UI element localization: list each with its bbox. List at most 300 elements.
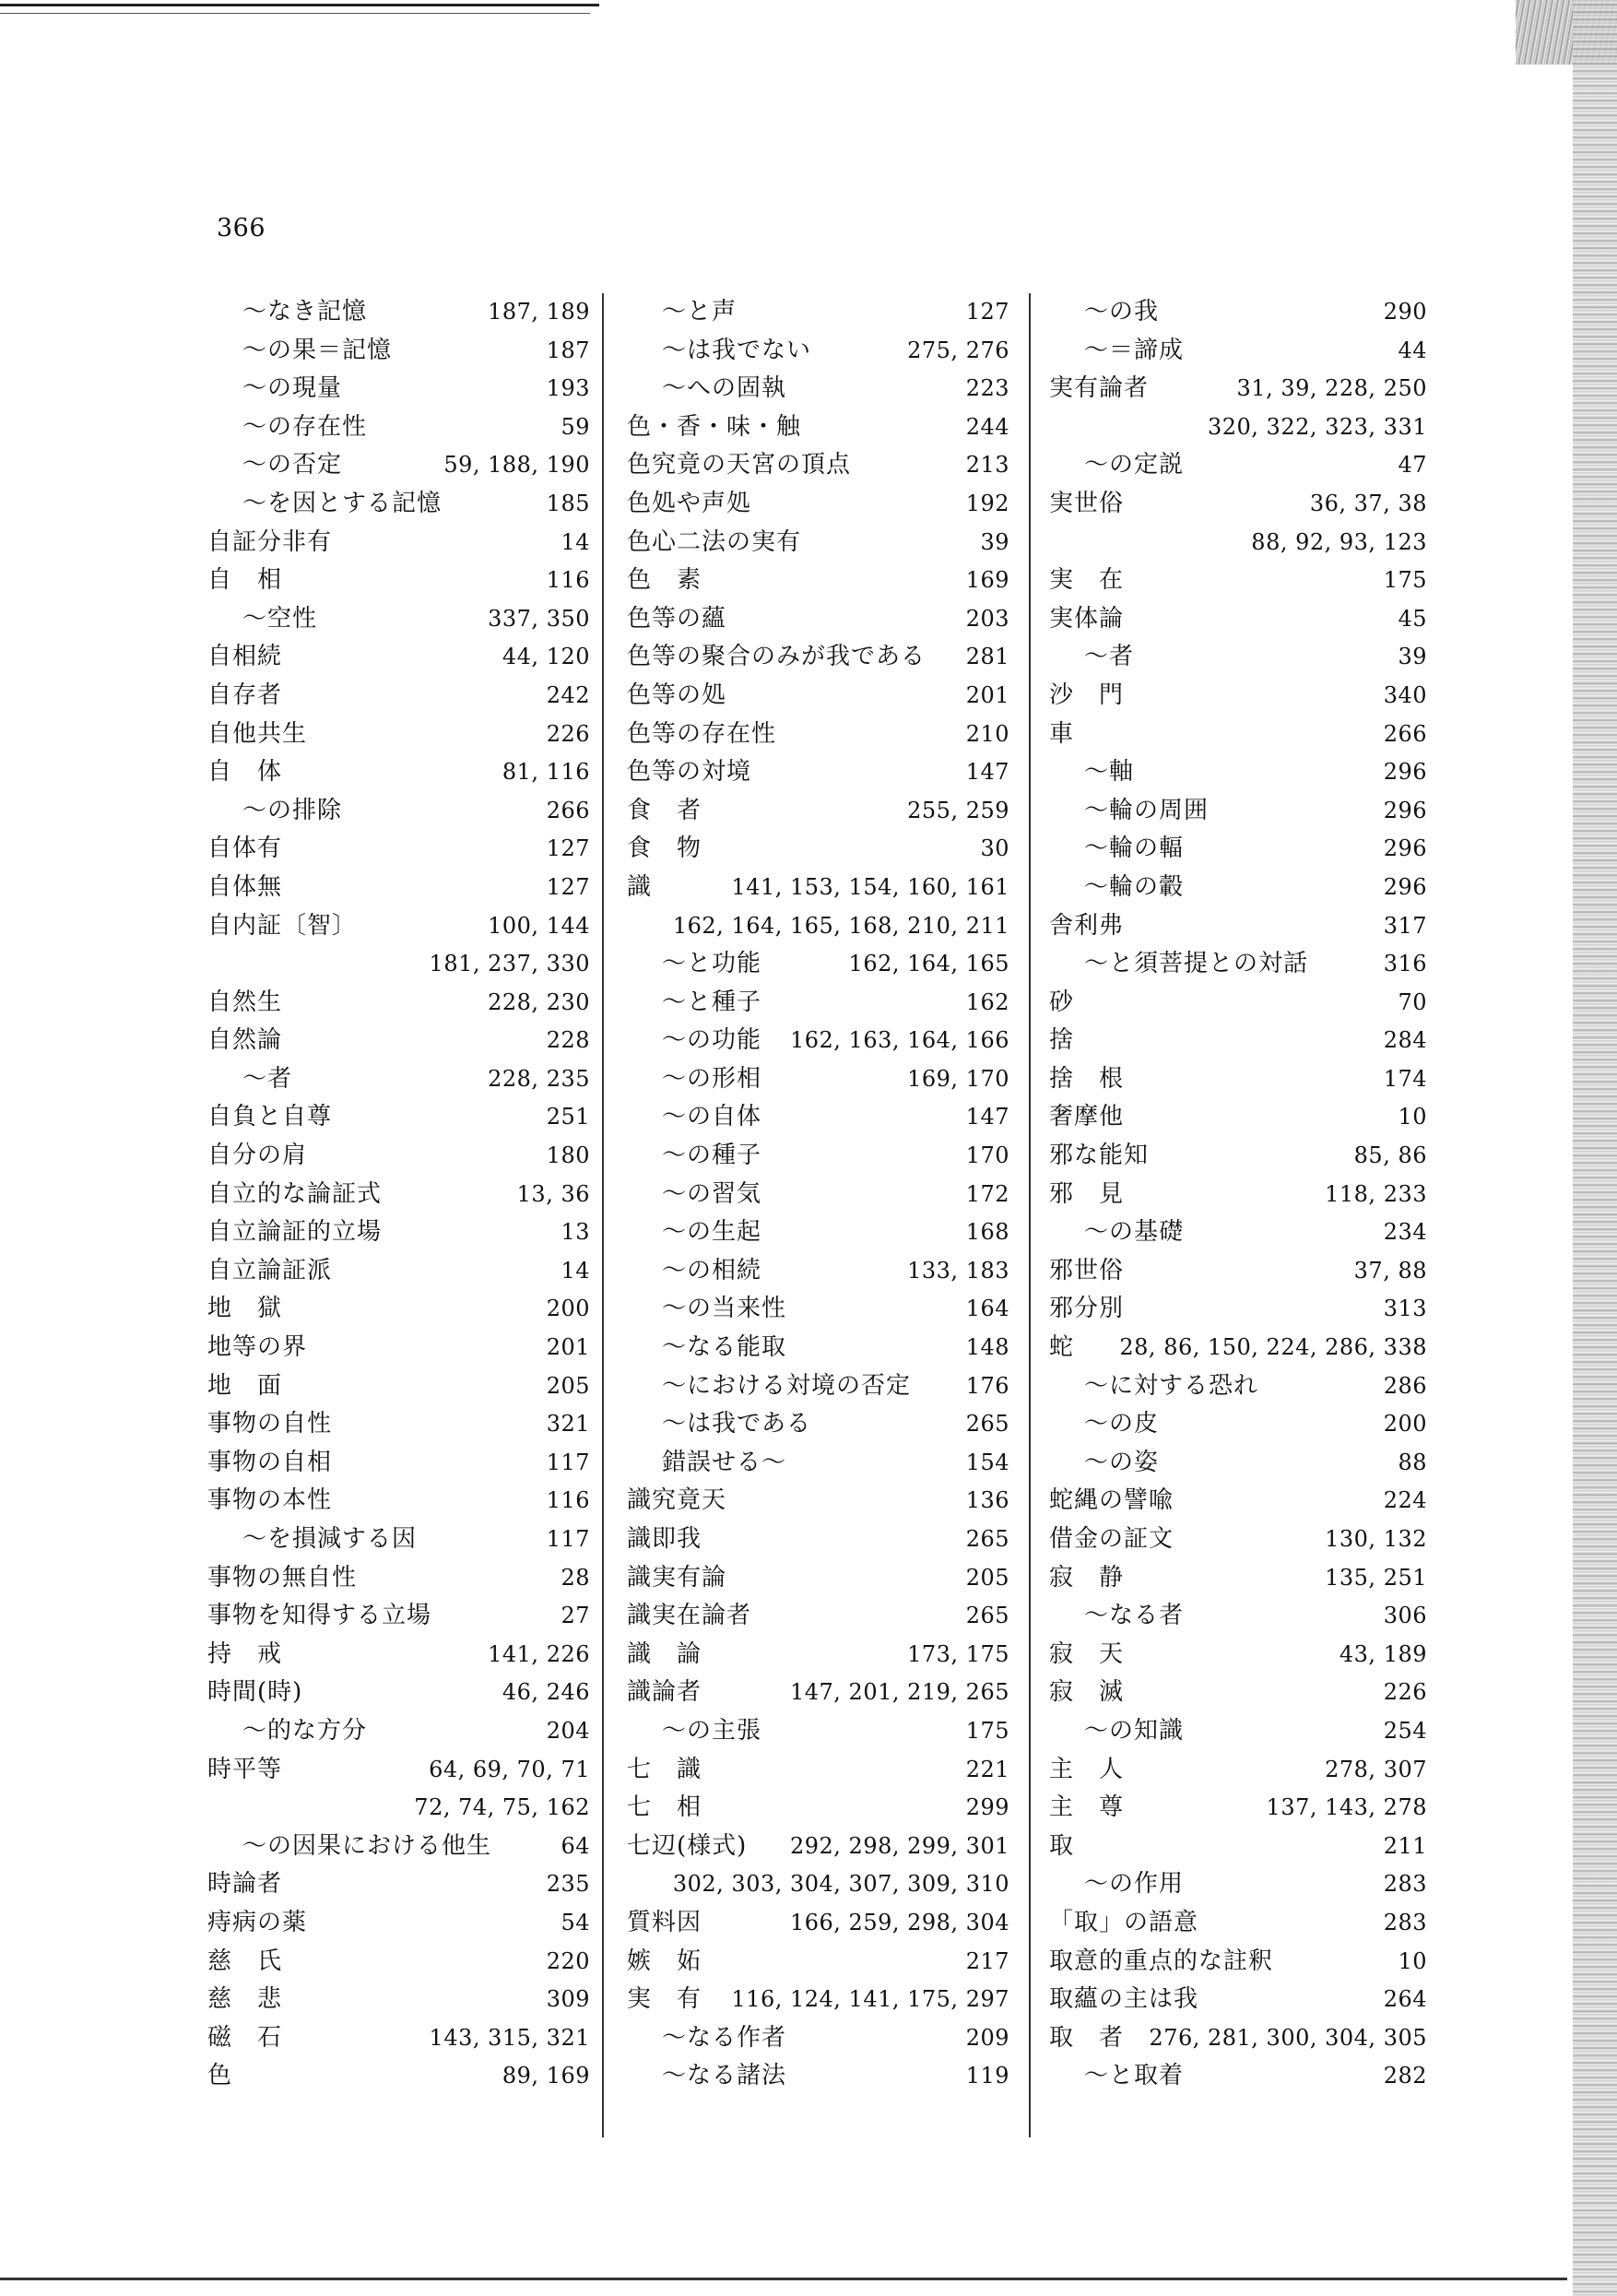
index-term: 自体無 <box>207 872 283 901</box>
index-term: 〜なる者 <box>1084 1602 1185 1630</box>
index-entry <box>207 485 590 524</box>
index-term: 〜の知識 <box>1084 1716 1185 1745</box>
index-term: 〜＝諦成 <box>1084 336 1185 364</box>
page-references: 210 <box>965 720 1009 747</box>
index-entry <box>207 1022 590 1060</box>
page-references: 162, 164, 165 <box>848 951 1009 977</box>
index-entry <box>207 524 590 562</box>
index-term: 〜への固執 <box>662 374 787 403</box>
page-references: 192 <box>965 490 1009 516</box>
column-divider <box>602 293 604 2137</box>
page-references: 135, 251 <box>1325 1564 1427 1591</box>
index-term: 〜と声 <box>662 298 738 325</box>
index-term: 識実有論 <box>627 1563 727 1592</box>
index-entry <box>207 1559 590 1598</box>
index-entry <box>627 1022 1009 1060</box>
index-term: 識究竟天 <box>627 1486 727 1515</box>
page-references: 147, 201, 219, 265 <box>789 1679 1009 1706</box>
index-entry-continuation <box>1049 408 1427 447</box>
page-references: 127 <box>546 835 590 862</box>
index-entry <box>1049 677 1427 716</box>
index-term: 識論者 <box>627 1678 702 1707</box>
page-references: 54 <box>561 1909 590 1935</box>
page-references: 88, 92, 93, 123 <box>1251 528 1427 555</box>
index-entry <box>627 1176 1009 1214</box>
index-term: 〜と取着 <box>1084 2062 1185 2090</box>
page-references: 127 <box>965 299 1009 325</box>
index-term: 〜の主張 <box>662 1716 762 1745</box>
index-term: 奢摩他 <box>1049 1103 1125 1131</box>
page-references: 321 <box>546 1411 590 1438</box>
index-entry-continuation <box>627 907 1009 946</box>
index-term: 七 相 <box>627 1793 702 1822</box>
index-term: 事物の本性 <box>207 1486 333 1515</box>
page-references: 44, 120 <box>502 644 590 670</box>
index-entry <box>1049 1022 1427 1060</box>
index-term: 慈 氏 <box>207 1947 283 1975</box>
index-term: 自他共生 <box>207 719 308 748</box>
index-entry <box>207 1943 590 1982</box>
index-entry <box>627 485 1009 524</box>
index-entry <box>207 1597 590 1636</box>
page-references: 147 <box>965 1104 1009 1130</box>
page-references: 228 <box>546 1027 590 1054</box>
index-term: 捨 根 <box>1049 1064 1125 1093</box>
index-entry <box>1049 984 1427 1023</box>
index-entry <box>207 1405 590 1444</box>
index-entry <box>1049 830 1427 869</box>
index-entry <box>627 1290 1009 1329</box>
index-term: 寂 天 <box>1049 1639 1125 1668</box>
index-term: 〜の生起 <box>662 1218 762 1247</box>
index-term: 〜の因果における他生 <box>242 1831 492 1860</box>
index-entry <box>1049 293 1427 332</box>
index-entry <box>207 1098 590 1137</box>
index-term: 食 物 <box>627 834 702 863</box>
index-term: 蛇 <box>1049 1333 1075 1362</box>
page-references: 169, 170 <box>907 1065 1009 1092</box>
page-references: 244 <box>965 413 1009 440</box>
index-entry <box>1049 1290 1427 1329</box>
page-references: 265 <box>965 1603 1009 1629</box>
index-term: 実体論 <box>1049 604 1125 633</box>
scan-edge-shadow <box>1573 0 1617 2296</box>
index-entry <box>207 1521 590 1559</box>
page-references: 283 <box>1383 1909 1427 1935</box>
index-term: 車 <box>1049 719 1075 748</box>
index-term: 〜の皮 <box>1084 1410 1160 1438</box>
index-entry <box>207 1329 590 1367</box>
index-entry <box>207 1444 590 1483</box>
index-entry <box>1049 753 1427 792</box>
page-references: 201 <box>965 681 1009 708</box>
top-rule-thin <box>0 13 590 14</box>
index-term: 取 <box>1049 1831 1075 1860</box>
index-term: 〜の形相 <box>662 1064 762 1093</box>
index-entry <box>1049 600 1427 639</box>
index-entry <box>207 2057 590 2096</box>
index-entry <box>207 716 590 754</box>
index-entry <box>1049 1252 1427 1291</box>
page-references: 205 <box>965 1564 1009 1591</box>
index-term: 〜者 <box>1084 643 1135 671</box>
page-references: 28 <box>561 1564 590 1591</box>
index-entry <box>207 638 590 677</box>
index-term: 地等の界 <box>207 1333 308 1362</box>
index-entry <box>207 1482 590 1521</box>
index-entry <box>207 907 590 946</box>
index-term: 実有論者 <box>1049 374 1150 403</box>
index-term: 七辺(様式) <box>627 1831 748 1860</box>
index-entry <box>1049 562 1427 600</box>
index-entry <box>627 1674 1009 1712</box>
index-term: 〜を損減する因 <box>242 1525 418 1553</box>
page-references: 10 <box>1398 1947 1427 1974</box>
index-entry <box>627 1444 1009 1483</box>
page-references: 296 <box>1383 873 1427 900</box>
index-term: 〜輪の轂 <box>1084 872 1185 901</box>
index-term: 事物の無自性 <box>207 1563 358 1592</box>
index-term: 地 獄 <box>207 1295 283 1323</box>
page-references: 141, 226 <box>488 1640 590 1667</box>
page-references: 281 <box>965 644 1009 670</box>
index-term: 〜の排除 <box>242 796 343 824</box>
index-entry <box>627 2057 1009 2096</box>
index-entry <box>207 408 590 447</box>
index-entry <box>207 792 590 831</box>
page-references: 211 <box>1383 1832 1427 1859</box>
page-references: 180 <box>546 1142 590 1169</box>
index-term: 〜なる作者 <box>662 2023 787 2052</box>
index-entry <box>627 1137 1009 1176</box>
page-references: 209 <box>965 2024 1009 2051</box>
index-term: 取蘊の主は我 <box>1049 1985 1199 2014</box>
index-term: 自 体 <box>207 758 283 787</box>
index-entry <box>627 1482 1009 1521</box>
index-entry <box>627 869 1009 907</box>
index-term: 蛇縄の譬喩 <box>1049 1486 1174 1515</box>
page-references: 282 <box>1383 2063 1427 2089</box>
index-entry <box>627 524 1009 562</box>
index-term: 〜の作用 <box>1084 1870 1185 1899</box>
page-references: 302, 303, 304, 307, 309, 310 <box>672 1871 1009 1898</box>
index-entry <box>627 1751 1009 1790</box>
index-term: 寂 静 <box>1049 1563 1125 1592</box>
index-term: 色処や声処 <box>627 489 752 517</box>
index-term: 邪な能知 <box>1049 1142 1150 1170</box>
page-references: 148 <box>965 1334 1009 1361</box>
index-term: 七 識 <box>627 1755 702 1783</box>
page-references: 59, 188, 190 <box>443 452 590 479</box>
index-term: 〜の相続 <box>662 1256 762 1284</box>
index-entry <box>207 2019 590 2058</box>
index-term: 〜の自体 <box>662 1103 762 1131</box>
page-references: 296 <box>1383 797 1427 823</box>
index-entry-continuation <box>207 945 590 984</box>
page-references: 266 <box>546 797 590 823</box>
index-entry <box>1049 332 1427 371</box>
index-term: 事物の自性 <box>207 1410 333 1438</box>
index-term: 色心二法の実有 <box>627 527 802 556</box>
index-term: 自存者 <box>207 681 283 709</box>
index-term: 〜と須菩提との対話 <box>1084 950 1309 978</box>
page-references: 235 <box>546 1871 590 1898</box>
index-entry <box>207 1213 590 1252</box>
page-references: 316 <box>1383 951 1427 977</box>
page-references: 162 <box>965 988 1009 1015</box>
index-term: 〜の当来性 <box>662 1295 787 1323</box>
index-entry <box>1049 1597 1427 1636</box>
page-references: 81, 116 <box>502 759 590 786</box>
index-entry <box>627 408 1009 447</box>
index-term: 事物を知得する立場 <box>207 1602 432 1630</box>
page-references: 340 <box>1383 681 1427 708</box>
index-term: 色等の対境 <box>627 758 752 787</box>
index-term: 色 素 <box>627 566 702 595</box>
index-entry <box>207 1176 590 1214</box>
index-term: 〜の習気 <box>662 1179 762 1208</box>
page-references: 220 <box>546 1947 590 1974</box>
index-entry <box>1049 1865 1427 1904</box>
index-entry <box>1049 638 1427 677</box>
index-entry <box>627 1367 1009 1406</box>
page-references: 116 <box>546 1487 590 1514</box>
index-entry <box>627 1943 1009 1982</box>
index-term: 時間(時) <box>207 1678 303 1707</box>
page-references: 187 <box>546 337 590 363</box>
page-references: 276, 281, 300, 304, 305 <box>1149 2024 1427 2051</box>
page-references: 226 <box>1383 1679 1427 1706</box>
page-references: 45 <box>1398 605 1427 632</box>
page-references: 203 <box>965 605 1009 632</box>
index-entry <box>627 1405 1009 1444</box>
index-entry <box>207 677 590 716</box>
index-entry <box>627 1252 1009 1291</box>
index-entry <box>1049 2019 1427 2058</box>
index-term: 自相続 <box>207 643 283 671</box>
index-term: 実世俗 <box>1049 489 1125 517</box>
page-references: 172 <box>965 1180 1009 1207</box>
index-term: 食 者 <box>627 796 702 824</box>
index-term: 〜の種子 <box>662 1142 762 1170</box>
index-term: 〜における対境の否定 <box>662 1371 912 1400</box>
page-references: 14 <box>561 1257 590 1284</box>
index-entry <box>627 1981 1009 2019</box>
index-term: 〜の我 <box>1084 298 1160 325</box>
index-term: 舎利弗 <box>1049 911 1125 940</box>
index-entry <box>627 1636 1009 1675</box>
page-references: 116, 124, 141, 175, 297 <box>731 1986 1009 2013</box>
index-term: 自立的な論証式 <box>207 1179 383 1208</box>
page-references: 306 <box>1383 1603 1427 1629</box>
index-term: 捨 <box>1049 1026 1075 1055</box>
page-references: 275, 276 <box>907 337 1009 363</box>
index-term: 自証分非有 <box>207 527 333 556</box>
index-term: 〜は我である <box>662 1410 812 1438</box>
index-term: 磁 石 <box>207 2023 283 2052</box>
index-term: 〜輪の周囲 <box>1084 796 1210 824</box>
page-references: 59 <box>561 413 590 440</box>
index-entry <box>1049 370 1427 408</box>
index-entry <box>1049 1636 1427 1675</box>
page-references: 88 <box>1398 1449 1427 1475</box>
index-entry <box>627 1098 1009 1137</box>
page-references: 265 <box>965 1526 1009 1552</box>
index-entry <box>207 370 590 408</box>
page-references: 264 <box>1383 1986 1427 2013</box>
index-term: 〜なる諸法 <box>662 2062 787 2090</box>
index-entry <box>627 1712 1009 1751</box>
index-term: 痔病の薬 <box>207 1908 308 1936</box>
page-references: 64 <box>561 1832 590 1859</box>
index-entry <box>1049 1405 1427 1444</box>
page-references: 205 <box>546 1372 590 1399</box>
index-entry <box>1049 907 1427 946</box>
index-entry <box>1049 1751 1427 1790</box>
index-entry <box>627 562 1009 600</box>
index-entry <box>1049 485 1427 524</box>
index-entry <box>207 1252 590 1291</box>
index-term: 実 在 <box>1049 566 1125 595</box>
index-term: 〜の定説 <box>1084 451 1185 479</box>
index-entry <box>1049 1674 1427 1712</box>
index-entry <box>627 1521 1009 1559</box>
index-term: 借金の証文 <box>1049 1525 1174 1553</box>
index-term: 時平等 <box>207 1755 283 1783</box>
index-entry <box>207 984 590 1023</box>
page-references: 28, 86, 150, 224, 286, 338 <box>1119 1334 1427 1361</box>
index-term: 色等の聚合のみが我である <box>627 643 927 671</box>
page-references: 299 <box>965 1794 1009 1821</box>
page-references: 117 <box>546 1449 590 1475</box>
page-references: 204 <box>546 1717 590 1744</box>
page-references: 13 <box>561 1219 590 1246</box>
index-term: 自 相 <box>207 566 283 595</box>
page-references: 27 <box>561 1603 590 1629</box>
index-entry <box>207 332 590 371</box>
page-references: 224 <box>1383 1487 1427 1514</box>
page-references: 290 <box>1383 299 1427 325</box>
page-references: 284 <box>1383 1027 1427 1054</box>
index-column-3 <box>1049 293 1427 2137</box>
page-references: 116 <box>546 567 590 594</box>
index-term: 〜の否定 <box>242 451 343 479</box>
page-references: 36, 37, 38 <box>1309 490 1427 516</box>
index-term: 〜的な方分 <box>242 1716 368 1745</box>
page-references: 296 <box>1383 759 1427 786</box>
index-entry <box>1049 1559 1427 1598</box>
index-entry <box>627 677 1009 716</box>
page-references: 176 <box>965 1372 1009 1399</box>
index-entry <box>207 446 590 485</box>
page-references: 43, 189 <box>1339 1640 1427 1667</box>
index-term: 自立論証的立場 <box>207 1218 383 1247</box>
index-term: 〜の存在性 <box>242 412 368 441</box>
index-entry <box>1049 1828 1427 1866</box>
index-entry <box>627 1789 1009 1828</box>
index-entry <box>627 1597 1009 1636</box>
index-entry <box>627 638 1009 677</box>
index-term: 質料因 <box>627 1908 702 1936</box>
page-references: 193 <box>546 375 590 402</box>
index-term: 〜輪の輻 <box>1084 834 1185 863</box>
page-references: 286 <box>1383 1372 1427 1399</box>
index-entry <box>207 869 590 907</box>
index-term: 砂 <box>1049 988 1075 1016</box>
index-term: 〜軸 <box>1084 758 1135 787</box>
index-entry-continuation <box>1049 524 1427 562</box>
index-entry <box>207 1712 590 1751</box>
index-entry <box>207 1904 590 1943</box>
page-references: 10 <box>1398 1104 1427 1130</box>
index-term: 〜の基礎 <box>1084 1218 1185 1247</box>
page-references: 265 <box>965 1411 1009 1438</box>
page-references: 37, 88 <box>1353 1257 1427 1284</box>
page-references: 162, 163, 164, 166 <box>789 1027 1009 1054</box>
bottom-rule <box>0 2278 1567 2280</box>
index-term: 〜者 <box>242 1064 293 1093</box>
page-references: 223 <box>965 375 1009 402</box>
index-term: 〜なき記憶 <box>242 298 368 325</box>
top-rule <box>0 4 599 6</box>
index-entry <box>207 293 590 332</box>
page-references: 296 <box>1383 835 1427 862</box>
index-term: 持 戒 <box>207 1639 283 1668</box>
page-references: 127 <box>546 873 590 900</box>
index-entry <box>207 1290 590 1329</box>
page-references: 213 <box>965 452 1009 479</box>
page-references: 14 <box>561 528 590 555</box>
page-references: 217 <box>965 1947 1009 1974</box>
index-entry <box>207 1367 590 1406</box>
index-term: 〜の功能 <box>662 1026 762 1055</box>
index-term: 自然論 <box>207 1026 283 1055</box>
index-term: 取意的重点的な註釈 <box>1049 1947 1274 1975</box>
column-divider <box>1029 293 1031 2137</box>
page-references: 117 <box>546 1526 590 1552</box>
page-references: 283 <box>1383 1871 1427 1898</box>
page-references: 317 <box>1383 912 1427 939</box>
index-entry <box>627 2019 1009 2058</box>
page-references: 31, 39, 228, 250 <box>1236 375 1427 402</box>
index-term: 色等の存在性 <box>627 719 777 748</box>
page-references: 187, 189 <box>488 299 590 325</box>
index-entry <box>1049 1367 1427 1406</box>
page-references: 13, 36 <box>516 1180 590 1207</box>
index-term: 嫉 妬 <box>627 1947 702 1975</box>
page-references: 100, 144 <box>488 912 590 939</box>
page-references: 337, 350 <box>488 605 590 632</box>
index-entry <box>627 792 1009 831</box>
index-term: 自体有 <box>207 834 283 863</box>
index-term: 色 <box>207 2062 233 2090</box>
page-references: 136 <box>965 1487 1009 1514</box>
index-entry <box>207 600 590 639</box>
index-term: 取 者 <box>1049 2023 1125 2052</box>
index-entry-continuation <box>627 1865 1009 1904</box>
page-references: 170 <box>965 1142 1009 1169</box>
index-term: 自然生 <box>207 988 283 1016</box>
index-term: 〜の姿 <box>1084 1448 1160 1476</box>
index-entry <box>1049 1098 1427 1137</box>
page-references: 168 <box>965 1219 1009 1246</box>
index-term: 色等の蘊 <box>627 604 727 633</box>
index-entry <box>1049 1137 1427 1176</box>
index-term: 識即我 <box>627 1525 702 1553</box>
index-term: 識 論 <box>627 1639 702 1668</box>
index-entry <box>207 830 590 869</box>
index-entry <box>627 446 1009 485</box>
